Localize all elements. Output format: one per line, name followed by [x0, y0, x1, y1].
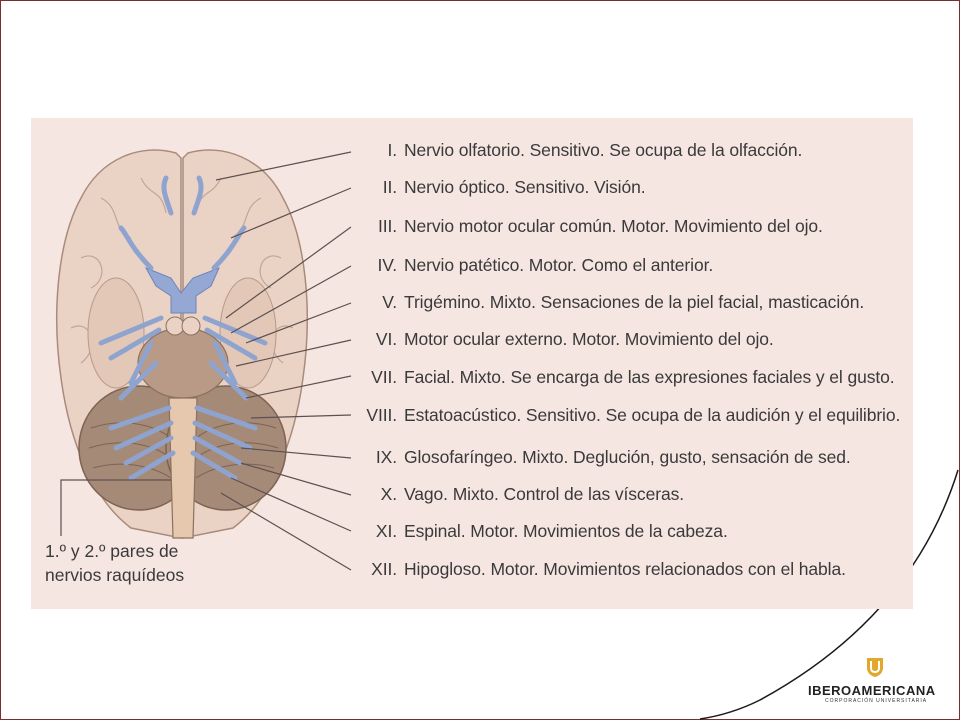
iberoamericana-logo: [808, 656, 948, 706]
nerve-description: Hipogloso. Motor. Movimientos relacionados con el habla.: [404, 559, 846, 579]
spinal-nerves-label: [45, 539, 184, 587]
nerve-numeral: VIII.: [366, 405, 397, 425]
nerve-numeral: III.: [377, 216, 397, 236]
nerve-label-4: [361, 255, 713, 276]
nerve-description: Vago. Mixto. Control de las vísceras.: [404, 484, 684, 504]
nerve-numeral: X.: [380, 484, 397, 504]
nerve-description: Motor ocular externo. Motor. Movimiento del ojo.: [404, 329, 774, 349]
spinal-label-line2: nervios raquídeos: [45, 565, 185, 585]
nerve-label-9: [361, 447, 851, 468]
nerve-label-7: [361, 367, 895, 388]
nerve-description: Espinal. Motor. Movimientos de la cabeza.: [404, 521, 728, 541]
nerve-description: Estatoacústico. Sensitivo. Se ocupa de la audición y el equilibrio.: [404, 405, 901, 425]
nerve-numeral: XI.: [375, 521, 397, 541]
nerve-description: Nervio patético. Motor. Como el anterior.: [404, 255, 714, 275]
nerve-numeral: V.: [382, 292, 397, 312]
nerve-description: Nervio olfatorio. Sensitivo. Se ocupa de la olfacción.: [404, 140, 803, 160]
nerve-label-2: [361, 177, 646, 198]
university-crest-icon: [865, 656, 885, 678]
nerve-numeral: VII.: [371, 367, 397, 387]
nerve-label-11: [361, 521, 728, 542]
spinal-label-line1: 1.º y 2.º pares de: [45, 541, 179, 561]
nerve-label-12: [361, 559, 846, 580]
nerve-description: Nervio óptico. Sensitivo. Visión.: [404, 177, 646, 197]
nerve-numeral: VI.: [375, 329, 397, 349]
nerve-description: Facial. Mixto. Se encarga de las expresiones faciales y el gusto.: [404, 367, 895, 387]
cranial-nerves-figure: [31, 118, 913, 609]
nerve-numeral: II.: [382, 177, 397, 197]
nerve-numeral: XII.: [371, 559, 397, 579]
nerve-label-8: [361, 405, 900, 426]
nerve-label-1: [361, 140, 802, 161]
nerve-numeral: I.: [387, 140, 397, 160]
nerve-label-5: [361, 292, 864, 313]
nerve-label-6: [361, 329, 774, 350]
nerve-numeral: IV.: [377, 255, 397, 275]
nerve-description: Trigémino. Mixto. Sensaciones de la piel facial, masticación.: [404, 292, 865, 312]
nerve-numeral: IX.: [375, 447, 397, 467]
nerve-description: Nervio motor ocular común. Motor. Movimiento del ojo.: [404, 216, 823, 236]
logo-subtitle: CORPORACIÓN UNIVERSITARIA: [825, 698, 928, 704]
nerve-description: Glosofaríngeo. Mixto. Deglución, gusto, sensación de sed.: [404, 447, 851, 467]
nerve-label-10: [361, 484, 684, 505]
nerve-label-3: [361, 216, 823, 237]
logo-name: IBEROAMERICANA: [808, 683, 936, 698]
